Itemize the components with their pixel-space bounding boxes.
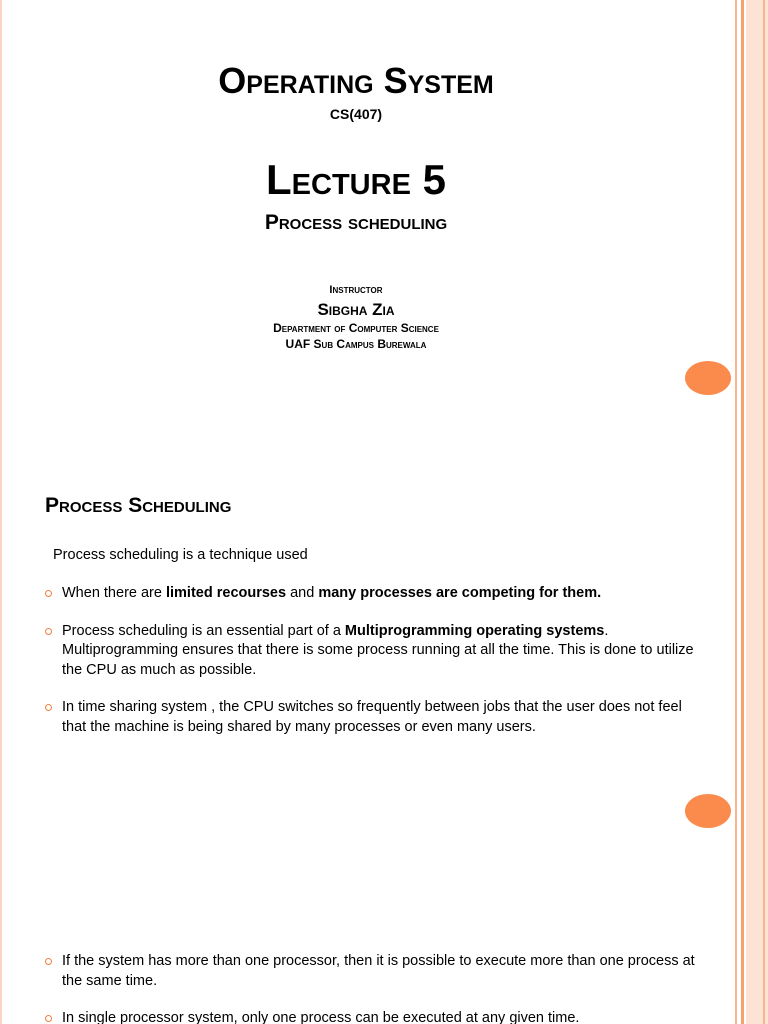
course-code: CS(407)	[329, 106, 383, 122]
bullet-text: In time sharing system , the CPU switches so frequently between jobs that the user does not feel that the machine is being shared by many processes or even many users.	[62, 699, 682, 735]
right-stripe	[763, 0, 765, 432]
left-border-line	[0, 864, 2, 1024]
intro-text: Process scheduling is a technique used	[53, 547, 308, 563]
title-slide	[0, 0, 768, 432]
bullet-text: and	[286, 585, 319, 601]
department-name: Department of Computer Science	[273, 321, 439, 335]
content-slide-processors	[0, 864, 768, 1024]
right-stripe	[763, 864, 765, 1024]
bullet-text: If the system has more than one processor, then it is possible to execute more than one process at the same time.	[62, 953, 695, 989]
bullet-text: . Multiprogramming ensures that there is some process running at all the time. This is done to utilize the CPU as much as possible.	[62, 622, 694, 678]
instructor-label: Instructor	[329, 284, 383, 296]
right-stripe	[735, 432, 737, 864]
list-item	[45, 1009, 705, 1024]
bullet-circle-icon	[45, 704, 52, 711]
bullet-bold-text: limited recourses	[165, 585, 287, 601]
list-item	[45, 622, 705, 681]
orange-circle-decoration	[685, 361, 731, 395]
left-border-line	[0, 432, 2, 864]
bullet-text: When there are	[62, 585, 166, 601]
lecture-topic: Process scheduling	[264, 211, 448, 234]
content-slide-process-scheduling	[0, 432, 768, 864]
right-stripe	[735, 864, 737, 1024]
bullet-list	[45, 584, 705, 755]
bullet-circle-icon	[45, 590, 52, 597]
bullet-bold-text: many processes are competing for them.	[318, 585, 602, 601]
bullet-list	[45, 952, 705, 1024]
bullet-bold-text: Multiprogramming operating systems	[344, 622, 605, 639]
slide-heading: Process Scheduling	[45, 494, 232, 517]
orange-circle-decoration	[685, 794, 731, 828]
bullet-circle-icon	[45, 958, 52, 965]
list-item	[45, 584, 705, 604]
right-stripe	[741, 864, 744, 1024]
right-stripe	[741, 0, 744, 432]
list-item	[45, 698, 705, 737]
lecture-number: Lecture 5	[266, 156, 446, 203]
bullet-circle-icon	[45, 628, 52, 635]
right-stripe	[735, 0, 737, 432]
campus-name: UAF Sub Campus Burewala	[285, 337, 427, 351]
bullet-text: Process scheduling is an essential part of a	[62, 622, 345, 639]
right-stripe	[763, 432, 765, 864]
right-stripe	[741, 432, 744, 864]
list-item	[45, 952, 705, 991]
slide-title: Operating System	[218, 60, 494, 101]
bullet-circle-icon	[45, 1015, 52, 1022]
bullet-text: In single processor system, only one process can be executed at any given time.	[62, 1010, 580, 1024]
instructor-name: Sibgha Zia	[317, 300, 395, 319]
